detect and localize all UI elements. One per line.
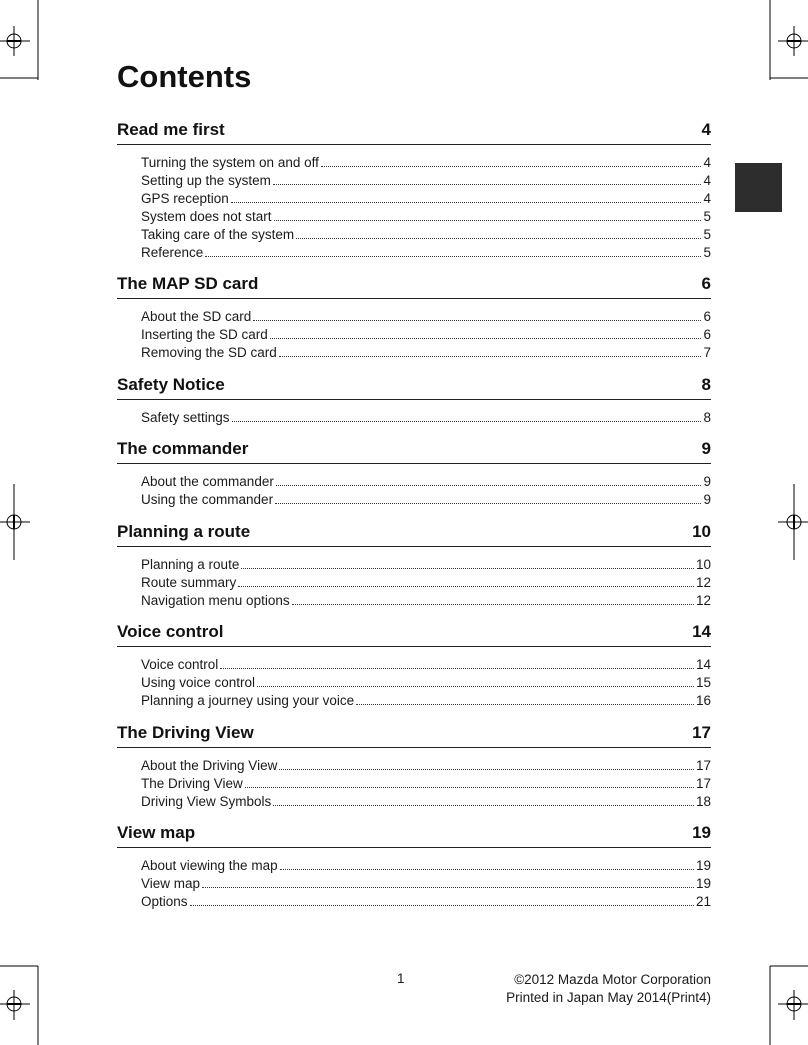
toc-entry-page: 10 — [695, 557, 711, 572]
dot-leader — [273, 805, 694, 806]
toc-entry[interactable] — [141, 172, 711, 190]
toc-section-header — [117, 120, 711, 145]
dot-leader — [270, 338, 702, 339]
chapter-tab-marker — [735, 163, 782, 212]
toc-entry-label: Reference — [141, 245, 204, 260]
toc-entry[interactable] — [141, 692, 711, 710]
toc-entry[interactable] — [141, 574, 711, 592]
registration-mark-icon — [0, 0, 38, 80]
footer-copyright: ©2012 Mazda Motor Corporation — [514, 972, 711, 987]
toc-entry[interactable] — [141, 308, 711, 326]
toc-entry[interactable] — [141, 190, 711, 208]
footer-imprint — [506, 971, 711, 1007]
toc-section-header — [117, 375, 711, 400]
toc-entry-label: Inserting the SD card — [141, 327, 268, 342]
toc-entry[interactable] — [141, 409, 711, 427]
dot-leader — [356, 704, 694, 705]
toc-section — [117, 274, 711, 362]
dot-leader — [241, 568, 694, 569]
toc-section-title[interactable]: Planning a route — [117, 522, 251, 541]
toc-entry-page: 17 — [695, 758, 711, 773]
toc-entry[interactable] — [141, 592, 711, 610]
toc-section-page: 19 — [692, 823, 711, 842]
toc-entry[interactable] — [141, 344, 711, 362]
toc-entry-label: Safety settings — [141, 410, 230, 425]
toc-entry-label: Driving View Symbols — [141, 794, 272, 809]
toc-entry-label: About the commander — [141, 474, 274, 489]
toc-entry-page: 5 — [703, 227, 711, 242]
toc-entry[interactable] — [141, 757, 711, 775]
toc-entry-page: 17 — [695, 776, 711, 791]
dot-leader — [279, 769, 694, 770]
toc-entry-label: Using the commander — [141, 492, 274, 507]
toc-entry-page: 7 — [703, 345, 711, 360]
toc-entry-label: Options — [141, 894, 188, 909]
toc-section-page: 8 — [701, 375, 711, 394]
dot-leader — [238, 586, 694, 587]
toc-entry[interactable] — [141, 857, 711, 875]
page-title: Contents — [117, 59, 252, 94]
toc-entry-label: About the Driving View — [141, 758, 278, 773]
dot-leader — [232, 421, 702, 422]
dot-leader — [321, 166, 702, 167]
toc-section — [117, 439, 711, 509]
toc-entry[interactable] — [141, 556, 711, 574]
toc-entry[interactable] — [141, 656, 711, 674]
toc-entry-page: 21 — [695, 894, 711, 909]
toc-entry-label: Planning a journey using your voice — [141, 693, 355, 708]
toc-section-title[interactable]: Voice control — [117, 622, 224, 641]
toc-entry-page: 8 — [703, 410, 711, 425]
toc-section-page: 10 — [692, 522, 711, 541]
toc-entry-page: 16 — [695, 693, 711, 708]
toc-entry-label: About viewing the map — [141, 858, 278, 873]
toc-entry[interactable] — [141, 893, 711, 911]
toc-entry-label: About the SD card — [141, 309, 252, 324]
toc-section-header — [117, 823, 711, 848]
dot-leader — [257, 686, 694, 687]
toc-section-page: 9 — [701, 439, 711, 458]
toc-entry-page: 9 — [703, 474, 711, 489]
dot-leader — [205, 256, 701, 257]
registration-mark-icon — [770, 966, 808, 1045]
footer-page-number: 1 — [397, 971, 405, 986]
toc-section — [117, 522, 711, 610]
toc-entry-label: Removing the SD card — [141, 345, 277, 360]
toc-entry-page: 19 — [695, 876, 711, 891]
dot-leader — [273, 184, 702, 185]
toc-section-header — [117, 439, 711, 464]
toc-section — [117, 723, 711, 811]
toc-section-title[interactable]: View map — [117, 823, 196, 842]
toc-entry-page: 6 — [703, 327, 711, 342]
dot-leader — [279, 356, 702, 357]
toc-section — [117, 375, 711, 427]
dot-leader — [245, 787, 694, 788]
toc-section-title[interactable]: Read me first — [117, 120, 225, 139]
toc-entry[interactable] — [141, 793, 711, 811]
toc-section-page: 17 — [692, 723, 711, 742]
toc-section-header — [117, 522, 711, 547]
toc-entry-page: 5 — [703, 245, 711, 260]
footer-printed: Printed in Japan May 2014(Print4) — [506, 990, 711, 1005]
toc-entry-page: 4 — [703, 191, 711, 206]
dot-leader — [296, 238, 701, 239]
toc-entry[interactable] — [141, 244, 711, 262]
toc-entry[interactable] — [141, 226, 711, 244]
dot-leader — [292, 604, 694, 605]
toc-entry-label: View map — [141, 876, 201, 891]
toc-entry-page: 6 — [703, 309, 711, 324]
toc-entry[interactable] — [141, 473, 711, 491]
toc-entry[interactable] — [141, 154, 711, 172]
toc-entry-label: Setting up the system — [141, 173, 271, 188]
toc-entry[interactable] — [141, 326, 711, 344]
toc-entry[interactable] — [141, 491, 711, 509]
toc-entry-page: 5 — [703, 209, 711, 224]
toc-section-title[interactable]: The commander — [117, 439, 249, 458]
toc-entry-page: 12 — [695, 575, 711, 590]
toc-entry-page: 14 — [695, 657, 711, 672]
toc-section-page: 4 — [701, 120, 711, 139]
toc-section-header — [117, 622, 711, 647]
toc-section-title[interactable]: Safety Notice — [117, 375, 225, 394]
toc-entry[interactable] — [141, 208, 711, 226]
toc-entry-page: 4 — [703, 173, 711, 188]
toc-section — [117, 622, 711, 710]
toc-section-page: 6 — [701, 274, 711, 293]
dot-leader — [220, 668, 694, 669]
registration-mark-icon — [0, 484, 30, 560]
dot-leader — [202, 887, 694, 888]
toc-entry-label: GPS reception — [141, 191, 229, 206]
toc-entry-label: Route summary — [141, 575, 237, 590]
dot-leader — [253, 320, 701, 321]
dot-leader — [274, 220, 702, 221]
toc-entry-label: Taking care of the system — [141, 227, 295, 242]
dot-leader — [280, 869, 694, 870]
toc-entry-page: 12 — [695, 593, 711, 608]
toc-entry-label: Turning the system on and off — [141, 155, 319, 170]
toc-entry-label: Using voice control — [141, 675, 256, 690]
toc-entry-page: 19 — [695, 858, 711, 873]
toc-section-page: 14 — [692, 622, 711, 641]
toc-entry[interactable] — [141, 674, 711, 692]
dot-leader — [276, 485, 702, 486]
toc-section — [117, 120, 711, 262]
registration-mark-icon — [770, 0, 808, 80]
toc-section-title[interactable]: The MAP SD card — [117, 274, 259, 293]
registration-mark-icon — [0, 966, 38, 1045]
toc-entry-page: 9 — [703, 492, 711, 507]
registration-mark-icon — [778, 484, 808, 560]
toc-entry[interactable] — [141, 875, 711, 893]
toc-section — [117, 823, 711, 911]
toc-entry-label: Voice control — [141, 657, 219, 672]
toc-entry-label: Planning a route — [141, 557, 240, 572]
toc-entry[interactable] — [141, 775, 711, 793]
toc-entry-label: Navigation menu options — [141, 593, 290, 608]
toc-entry-page: 15 — [695, 675, 711, 690]
toc-section-header — [117, 723, 711, 748]
toc-entry-label: The Driving View — [141, 776, 243, 791]
toc-section-header — [117, 274, 711, 299]
toc-section-title[interactable]: The Driving View — [117, 723, 254, 742]
toc-entry-label: System does not start — [141, 209, 272, 224]
toc-entry-page: 18 — [695, 794, 711, 809]
dot-leader — [275, 503, 701, 504]
toc-entry-page: 4 — [703, 155, 711, 170]
dot-leader — [231, 202, 702, 203]
dot-leader — [190, 905, 694, 906]
